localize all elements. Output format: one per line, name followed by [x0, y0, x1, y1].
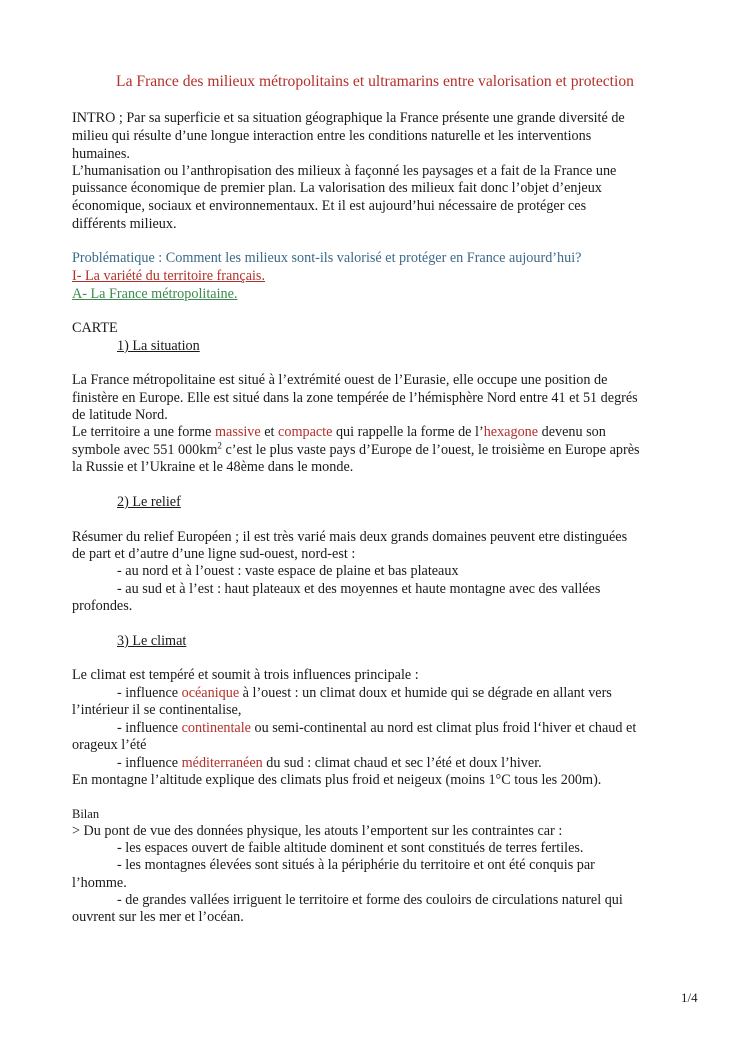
section-relief-heading: 2) Le relief	[117, 494, 181, 510]
highlight-mediterraneen: méditerranéen	[181, 755, 263, 771]
superscript: 2	[217, 440, 222, 451]
highlight-oceanique: océanique	[181, 685, 240, 701]
relief-line: Résumer du relief Européen ; il est très varié mais deux grands domaines peuvent etre distinguées	[72, 529, 628, 545]
text-run: à l’ouest : un climat doux et humide qui se dégrade en allant vers	[239, 685, 612, 701]
intro-line: différents milieux.	[72, 216, 177, 232]
text-run: devenu son	[538, 424, 606, 440]
situation-line	[72, 442, 640, 459]
relief-line: de part et d’autre d’une ligne sud-ouest, nord-est :	[72, 546, 356, 562]
bilan-label: Bilan	[72, 807, 100, 821]
situation-line	[72, 424, 606, 441]
carte-label: CARTE	[72, 320, 118, 336]
text-run: - influence	[117, 685, 182, 701]
bilan-line: - les montagnes élevées sont situés à la périphérie du territoire et ont été conquis par	[117, 857, 595, 873]
relief-line: - au sud et à l’est : haut plateaux et des moyennes et haute montagne avec des vallées	[117, 581, 601, 597]
bilan-line: - les espaces ouvert de faible altitude dominent et sont constitués de terres fertiles.	[117, 840, 584, 856]
text-run: - influence	[117, 720, 182, 736]
text-run: Le territoire a une forme	[72, 424, 215, 440]
relief-line: - au nord et à l’ouest : vaste espace de plaine et bas plateaux	[117, 563, 459, 579]
situation-line: finistère en Europe. Elle est situé dans la zone tempérée de l’hémisphère Nord entre 41 et 51 degrés	[72, 390, 638, 406]
bilan-line: ouvrent sur les mer et l’océan.	[72, 909, 244, 925]
climat-line: orageux l’été	[72, 737, 147, 753]
bilan-line: > Du pont de vue des données physique, les atouts l’emportent sur les contraintes car :	[72, 823, 563, 839]
relief-line: profondes.	[72, 598, 133, 614]
highlight-compacte: compacte	[278, 424, 333, 440]
section-climat-heading: 3) Le climat	[117, 633, 187, 649]
text-run: c’est le plus vaste pays d’Europe de l’ouest, le troisième en Europe après	[221, 442, 640, 458]
intro-line: puissance économique de premier plan. La valorisation des milieux fait donc l’objet d’enjeux	[72, 180, 602, 196]
climat-line: Le climat est tempéré et soumit à trois influences principale :	[72, 667, 419, 683]
intro-line: INTRO ; Par sa superficie et sa situation géographique la France présente une grande diversité de	[72, 110, 625, 126]
text-run: du sud : climat chaud et sec l’été et doux l’hiver.	[262, 755, 542, 771]
highlight-continentale: continentale	[181, 720, 251, 736]
text-run: et	[260, 424, 279, 440]
section-situation-heading: 1) La situation	[117, 338, 200, 354]
intro-line: humaines.	[72, 146, 130, 162]
bilan-line: l’homme.	[72, 875, 127, 891]
problematique: Problématique : Comment les milieux sont-ils valorisé et protéger en France aujourd’hui?	[72, 250, 582, 266]
text-run: qui rappelle la forme de l’	[332, 424, 484, 440]
bilan-line: - de grandes vallées irriguent le territoire et forme des couloirs de circulations naturel qui	[117, 892, 623, 908]
highlight-hexagone: hexagone	[483, 424, 539, 440]
situation-line: La France métropolitaine est situé à l’extrémité ouest de l’Eurasie, elle occupe une position de	[72, 372, 608, 388]
climat-line	[117, 685, 612, 702]
text-run: - influence	[117, 755, 182, 771]
heading-part-1: I- La variété du territoire français.	[72, 268, 265, 284]
highlight-massive: massive	[214, 424, 261, 440]
text-run: ou semi-continental au nord est climat plus froid l‘hiver et chaud et	[250, 720, 637, 736]
intro-line: économique, sociaux et environnementaux. Et il est aujourd’hui nécessaire de protéger ces	[72, 198, 587, 214]
climat-line	[117, 720, 636, 737]
climat-line	[117, 755, 542, 772]
climat-line: l’intérieur il se continentalise,	[72, 702, 242, 718]
situation-line: de latitude Nord.	[72, 407, 168, 423]
intro-line: L’humanisation ou l’anthropisation des milieux à façonné les paysages et a fait de la France une	[72, 163, 617, 179]
page-number: 1/4	[681, 990, 698, 1005]
situation-line: la Russie et l’Ukraine et le 48ème dans le monde.	[72, 459, 354, 475]
heading-subpart-a: A- La France métropolitaine.	[72, 286, 238, 302]
climat-line: En montagne l’altitude explique des climats plus froid et neigeux (moins 1°C tous les 200m).	[72, 772, 602, 788]
document-title: La France des milieux métropolitains et ultramarins entre valorisation et protection	[116, 73, 634, 90]
text-run: symbole avec 551 000km	[72, 442, 218, 458]
intro-line: milieu qui résulte d’une longue interaction entre les conditions naturelle et les interventions	[72, 128, 592, 144]
